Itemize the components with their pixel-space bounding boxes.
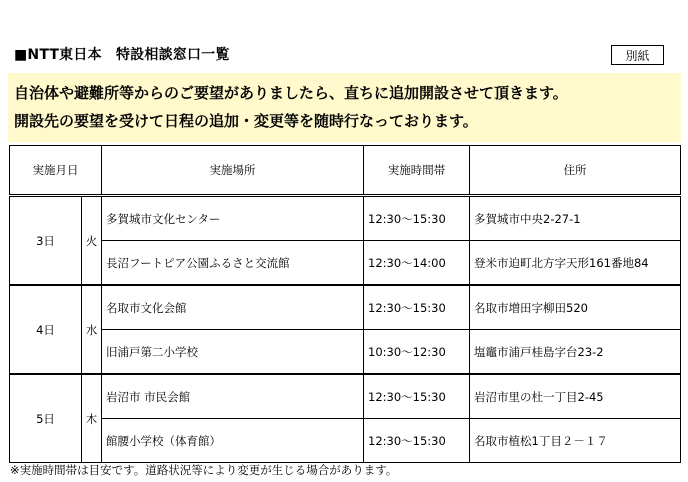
address-cell: 登米市迫町北方字天形161番地84: [470, 241, 681, 286]
time-cell: 12:30～15:30: [364, 419, 470, 463]
place-cell: 長沼フートピア公園ふるさと交流館: [102, 241, 364, 286]
time-cell: 12:30～15:30: [364, 374, 470, 419]
date-cell: 3日: [10, 196, 82, 286]
address-cell: 多賀城市中央2-27-1: [470, 196, 681, 241]
table-row: [10, 196, 681, 241]
table-row: [10, 330, 681, 375]
table-row: [10, 285, 681, 330]
consultation-table: [9, 145, 681, 463]
page-title: ■NTT東日本 特設相談窓口一覧: [14, 47, 230, 63]
address-cell: 岩沼市里の杜一丁目2-45: [470, 374, 681, 419]
header-place: 実施場所: [102, 146, 364, 196]
weekday-cell: 火: [82, 196, 102, 286]
place-cell: 名取市文化会館: [102, 285, 364, 330]
date-cell: 4日: [10, 285, 82, 374]
address-cell: 名取市植松1丁目２－１７: [470, 419, 681, 463]
place-cell: 岩沼市 市民会館: [102, 374, 364, 419]
weekday-cell: 木: [82, 374, 102, 463]
header-address: 住所: [470, 146, 681, 196]
time-cell: 12:30～15:30: [364, 196, 470, 241]
header-time: 実施時間帯: [364, 146, 470, 196]
notice-line-2: 開設先の要望を受けて日程の追加・変更等を随時行なっております。: [14, 112, 478, 130]
address-cell: 塩竈市浦戸桂島字台23-2: [470, 330, 681, 375]
place-cell: 館腰小学校（体育館）: [102, 419, 364, 463]
footnote: ※実施時間帯は目安です。道路状況等により変更が生じる場合があります。: [10, 463, 398, 477]
notice-box: [8, 73, 681, 142]
notice-line-1: 自治体や避難所等からのご要望がありましたら、直ちに追加開設させて頂きます。: [14, 84, 568, 102]
table-row: [10, 241, 681, 286]
attachment-label: 別紙: [611, 45, 664, 65]
time-cell: 12:30～14:00: [364, 241, 470, 286]
place-cell: 多賀城市文化センター: [102, 196, 364, 241]
header-date: 実施月日: [10, 146, 102, 196]
place-cell: 旧浦戸第二小学校: [102, 330, 364, 375]
table-row: [10, 419, 681, 463]
time-cell: 12:30～15:30: [364, 285, 470, 330]
table-header-row: [10, 146, 681, 196]
table-row: [10, 374, 681, 419]
weekday-cell: 水: [82, 285, 102, 374]
time-cell: 10:30～12:30: [364, 330, 470, 375]
date-cell: 5日: [10, 374, 82, 463]
address-cell: 名取市増田字柳田520: [470, 285, 681, 330]
